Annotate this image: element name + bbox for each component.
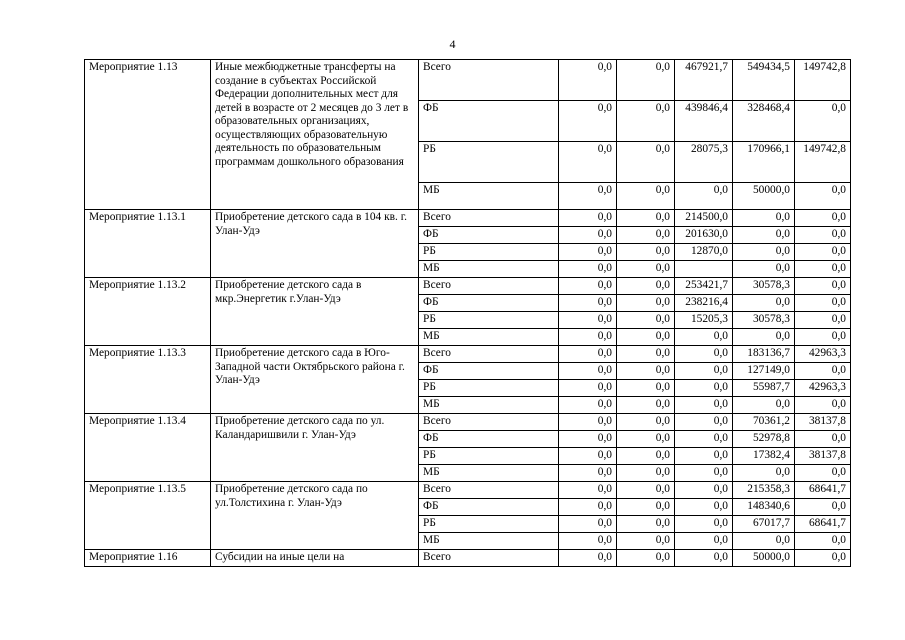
amount-cell: 0,0 (617, 183, 675, 210)
amount-cell: 0,0 (733, 329, 795, 346)
funding-source: Всего (419, 550, 559, 567)
amount-cell: 0,0 (617, 278, 675, 295)
amount-cell: 70361,2 (733, 414, 795, 431)
measure-description: Приобретение детского сада в Юго-Западной части Октябрьского района г. Улан-Удэ (211, 346, 419, 414)
budget-table (84, 59, 851, 567)
measure-description: Приобретение детского сада по ул. Каландаришвили г. Улан-Удэ (211, 414, 419, 482)
funding-source: МБ (419, 329, 559, 346)
amount-cell: 0,0 (733, 465, 795, 482)
measure-name: Мероприятие 1.13.5 (85, 482, 211, 550)
page-number: 4 (449, 37, 456, 51)
amount-cell: 0,0 (675, 482, 733, 499)
amount-cell: 0,0 (733, 244, 795, 261)
amount-cell: 0,0 (559, 448, 617, 465)
amount-cell: 0,0 (559, 278, 617, 295)
amount-cell: 68641,7 (795, 482, 851, 499)
amount-cell: 0,0 (617, 312, 675, 329)
amount-cell: 0,0 (559, 516, 617, 533)
amount-cell: 30578,3 (733, 278, 795, 295)
amount-cell: 238216,4 (675, 295, 733, 312)
measure-name: Мероприятие 1.13.4 (85, 414, 211, 482)
amount-cell: 0,0 (675, 380, 733, 397)
amount-cell: 0,0 (675, 329, 733, 346)
amount-cell: 0,0 (617, 533, 675, 550)
amount-cell: 68641,7 (795, 516, 851, 533)
funding-source: ФБ (419, 227, 559, 244)
table-row (85, 482, 851, 499)
amount-cell: 0,0 (795, 431, 851, 448)
amount-cell: 0,0 (795, 244, 851, 261)
amount-cell: 0,0 (733, 533, 795, 550)
amount-cell: 42963,3 (795, 346, 851, 363)
amount-cell: 549434,5 (733, 60, 795, 101)
measure-name: Мероприятие 1.13.2 (85, 278, 211, 346)
amount-cell: 0,0 (559, 261, 617, 278)
amount-cell: 0,0 (559, 346, 617, 363)
amount-cell: 0,0 (617, 295, 675, 312)
amount-cell: 12870,0 (675, 244, 733, 261)
amount-cell: 0,0 (559, 183, 617, 210)
amount-cell: 0,0 (617, 465, 675, 482)
amount-cell: 0,0 (795, 278, 851, 295)
amount-cell: 0,0 (795, 550, 851, 567)
funding-source: РБ (419, 380, 559, 397)
amount-cell: 253421,7 (675, 278, 733, 295)
funding-source: МБ (419, 465, 559, 482)
funding-source: Всего (419, 60, 559, 101)
amount-cell: 467921,7 (675, 60, 733, 101)
table-row (85, 550, 851, 567)
amount-cell: 0,0 (675, 397, 733, 414)
amount-cell: 0,0 (559, 227, 617, 244)
amount-cell: 201630,0 (675, 227, 733, 244)
amount-cell: 0,0 (617, 244, 675, 261)
amount-cell: 0,0 (559, 380, 617, 397)
amount-cell: 0,0 (795, 363, 851, 380)
amount-cell: 0,0 (617, 329, 675, 346)
funding-source: ФБ (419, 431, 559, 448)
measure-name: Мероприятие 1.13.3 (85, 346, 211, 414)
amount-cell: 17382,4 (733, 448, 795, 465)
amount-cell: 0,0 (617, 210, 675, 227)
amount-cell: 0,0 (617, 431, 675, 448)
amount-cell: 38137,8 (795, 414, 851, 431)
amount-cell: 0,0 (795, 329, 851, 346)
amount-cell: 0,0 (795, 533, 851, 550)
amount-cell: 0,0 (559, 550, 617, 567)
funding-source: РБ (419, 448, 559, 465)
amount-cell: 0,0 (733, 295, 795, 312)
funding-source: Всего (419, 414, 559, 431)
amount-cell: 0,0 (559, 60, 617, 101)
funding-source: РБ (419, 142, 559, 183)
funding-source: МБ (419, 533, 559, 550)
funding-source: РБ (419, 244, 559, 261)
amount-cell: 0,0 (617, 380, 675, 397)
amount-cell: 0,0 (675, 414, 733, 431)
amount-cell: 0,0 (559, 482, 617, 499)
amount-cell: 0,0 (675, 516, 733, 533)
funding-source: Всего (419, 278, 559, 295)
amount-cell: 67017,7 (733, 516, 795, 533)
measure-name: Мероприятие 1.16 (85, 550, 211, 567)
amount-cell: 0,0 (675, 431, 733, 448)
amount-cell: 0,0 (733, 397, 795, 414)
amount-cell: 50000,0 (733, 183, 795, 210)
amount-cell: 149742,8 (795, 142, 851, 183)
amount-cell: 0,0 (795, 101, 851, 142)
table-row (85, 60, 851, 101)
amount-cell: 0,0 (559, 295, 617, 312)
amount-cell: 0,0 (559, 499, 617, 516)
amount-cell: 148340,6 (733, 499, 795, 516)
amount-cell: 0,0 (559, 312, 617, 329)
amount-cell: 183136,7 (733, 346, 795, 363)
funding-source: ФБ (419, 363, 559, 380)
amount-cell: 0,0 (795, 312, 851, 329)
amount-cell (675, 261, 733, 278)
amount-cell: 439846,4 (675, 101, 733, 142)
amount-cell: 0,0 (795, 295, 851, 312)
amount-cell: 0,0 (733, 210, 795, 227)
amount-cell: 0,0 (675, 465, 733, 482)
amount-cell: 0,0 (617, 101, 675, 142)
funding-source: МБ (419, 183, 559, 210)
amount-cell: 0,0 (559, 101, 617, 142)
amount-cell: 28075,3 (675, 142, 733, 183)
amount-cell: 0,0 (675, 183, 733, 210)
amount-cell: 38137,8 (795, 448, 851, 465)
amount-cell: 0,0 (559, 363, 617, 380)
amount-cell: 0,0 (795, 465, 851, 482)
funding-source: ФБ (419, 295, 559, 312)
amount-cell: 0,0 (675, 363, 733, 380)
amount-cell: 0,0 (675, 533, 733, 550)
amount-cell: 0,0 (559, 142, 617, 183)
amount-cell: 0,0 (559, 431, 617, 448)
amount-cell: 0,0 (675, 346, 733, 363)
table-row (85, 278, 851, 295)
measure-name: Мероприятие 1.13 (85, 60, 211, 210)
amount-cell: 0,0 (733, 261, 795, 278)
amount-cell: 50000,0 (733, 550, 795, 567)
measure-description: Иные межбюджетные трансферты на создание в субъектах Российской Федерации дополнительных мест для детей в возрасте от 2 месяцев до 3 лет в образовательных организациях, осуществляющих образовательную деятельность по образовательным программам дошкольного образования (211, 60, 419, 210)
amount-cell: 0,0 (675, 550, 733, 567)
amount-cell: 127149,0 (733, 363, 795, 380)
amount-cell: 0,0 (559, 329, 617, 346)
amount-cell: 0,0 (617, 516, 675, 533)
amount-cell: 0,0 (617, 448, 675, 465)
amount-cell: 0,0 (617, 397, 675, 414)
amount-cell: 0,0 (617, 261, 675, 278)
amount-cell: 170966,1 (733, 142, 795, 183)
funding-source: РБ (419, 312, 559, 329)
amount-cell: 0,0 (617, 227, 675, 244)
amount-cell: 0,0 (675, 448, 733, 465)
funding-source: Всего (419, 210, 559, 227)
funding-source: ФБ (419, 499, 559, 516)
amount-cell: 0,0 (795, 227, 851, 244)
funding-source: ФБ (419, 101, 559, 142)
table-row (85, 210, 851, 227)
amount-cell: 0,0 (795, 183, 851, 210)
measure-name: Мероприятие 1.13.1 (85, 210, 211, 278)
amount-cell: 0,0 (795, 261, 851, 278)
amount-cell: 0,0 (795, 499, 851, 516)
measure-description: Приобретение детского сада в 104 кв. г. Улан-Удэ (211, 210, 419, 278)
amount-cell: 0,0 (795, 210, 851, 227)
amount-cell: 42963,3 (795, 380, 851, 397)
funding-source: МБ (419, 261, 559, 278)
amount-cell: 215358,3 (733, 482, 795, 499)
measure-description: Субсидии на иные цели на (211, 550, 419, 567)
funding-source: Всего (419, 482, 559, 499)
table-row (85, 346, 851, 363)
amount-cell: 149742,8 (795, 60, 851, 101)
amount-cell: 0,0 (617, 550, 675, 567)
amount-cell: 0,0 (733, 227, 795, 244)
amount-cell: 0,0 (617, 414, 675, 431)
amount-cell: 0,0 (559, 244, 617, 261)
amount-cell: 0,0 (559, 533, 617, 550)
funding-source: МБ (419, 397, 559, 414)
table-row (85, 414, 851, 431)
amount-cell: 214500,0 (675, 210, 733, 227)
measure-description: Приобретение детского сада в мкр.Энергетик г.Улан-Удэ (211, 278, 419, 346)
amount-cell: 328468,4 (733, 101, 795, 142)
measure-description: Приобретение детского сада по ул.Толстихина г. Улан-Удэ (211, 482, 419, 550)
amount-cell: 0,0 (675, 499, 733, 516)
funding-source: Всего (419, 346, 559, 363)
amount-cell: 0,0 (559, 414, 617, 431)
amount-cell: 0,0 (617, 363, 675, 380)
amount-cell: 52978,8 (733, 431, 795, 448)
amount-cell: 55987,7 (733, 380, 795, 397)
amount-cell: 0,0 (559, 397, 617, 414)
amount-cell: 0,0 (559, 210, 617, 227)
amount-cell: 0,0 (617, 499, 675, 516)
amount-cell: 30578,3 (733, 312, 795, 329)
amount-cell: 0,0 (617, 346, 675, 363)
amount-cell: 15205,3 (675, 312, 733, 329)
amount-cell: 0,0 (795, 397, 851, 414)
amount-cell: 0,0 (617, 142, 675, 183)
amount-cell: 0,0 (617, 60, 675, 101)
funding-source: РБ (419, 516, 559, 533)
amount-cell: 0,0 (617, 482, 675, 499)
amount-cell: 0,0 (559, 465, 617, 482)
